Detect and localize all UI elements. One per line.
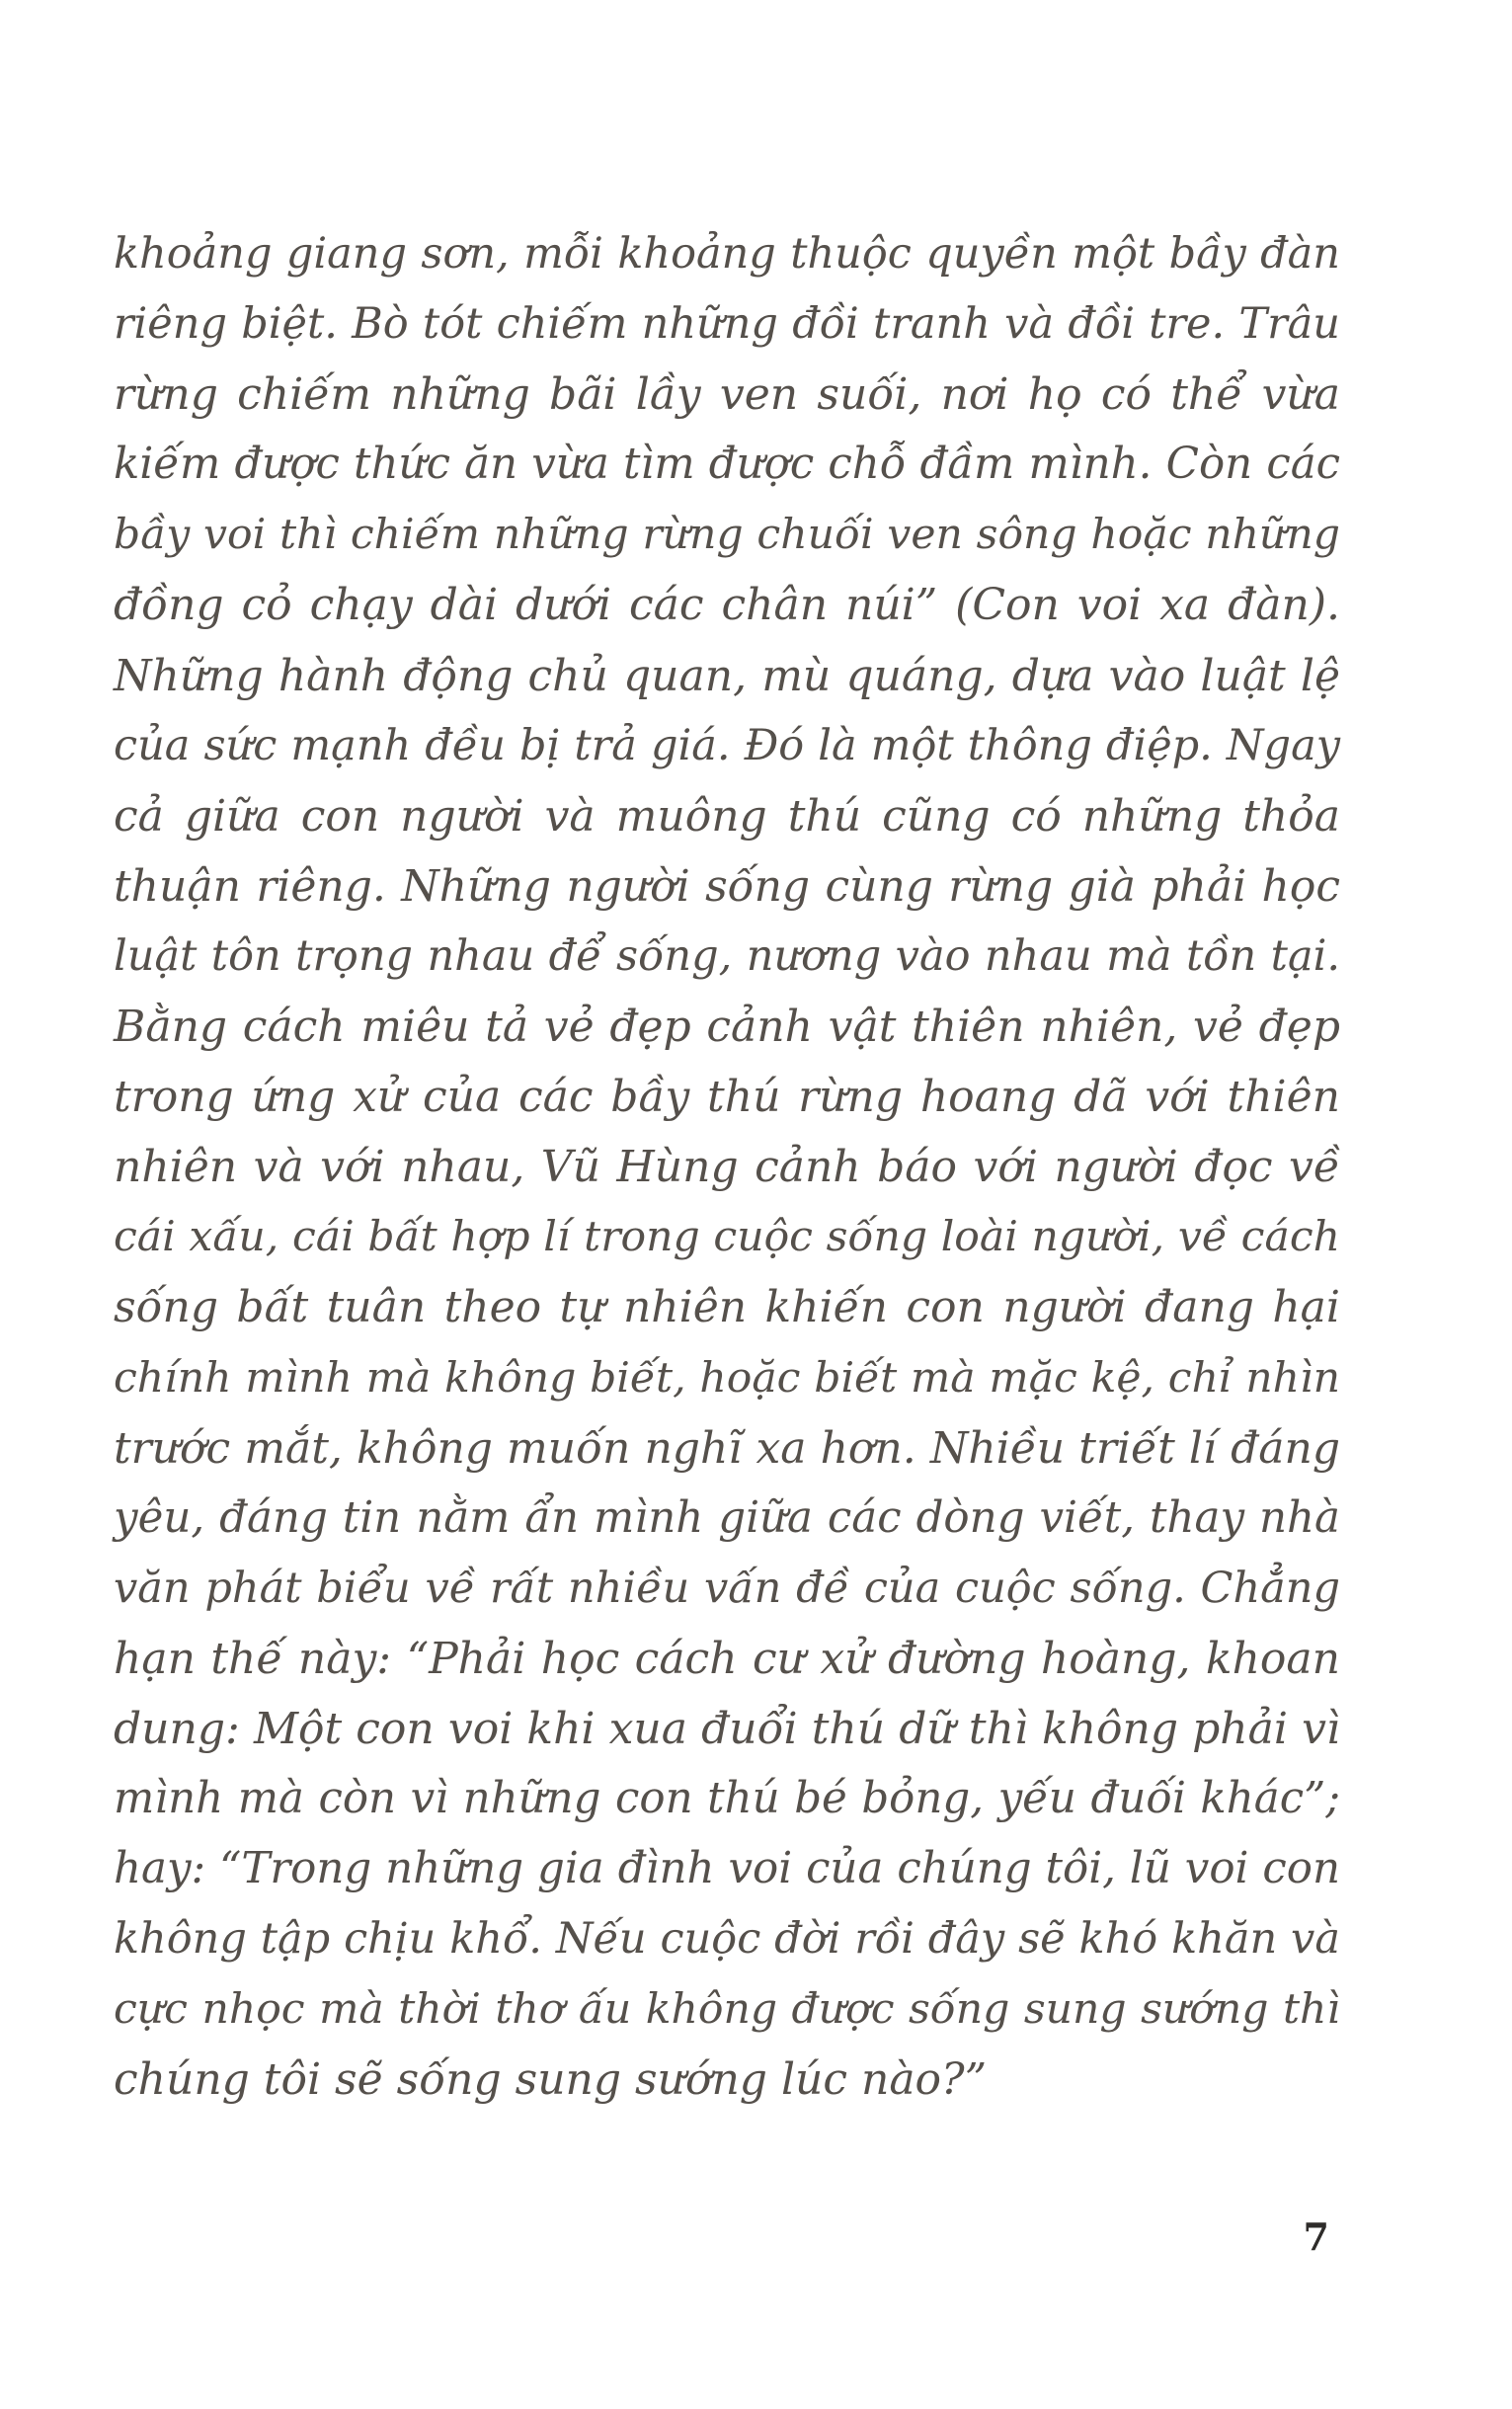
body-text bbox=[114, 219, 1340, 2116]
text-line-10: thuận riêng. Những người sống cùng rừng già phải học bbox=[114, 860, 1340, 912]
text-line-27: chúng tôi sẽ sống sung sướng lúc nào?” bbox=[114, 2054, 988, 2106]
text-line-8: của sức mạnh đều bị trả giá. Đó là một thông điệp. Ngay bbox=[114, 720, 1340, 770]
text-line-20: văn phát biểu về rất nhiều vấn đề của cuộc sống. Chẳng bbox=[114, 1563, 1340, 1613]
page-number: 7 bbox=[1303, 2214, 1329, 2259]
text-line-2: riêng biệt. Bò tót chiếm những đồi tranh và đồi tre. Trâu bbox=[114, 299, 1340, 350]
text-line-15: cái xấu, cái bất hợp lí trong cuộc sống loài người, về cách bbox=[114, 1213, 1340, 1262]
text-line-14: nhiên và với nhau, Vũ Hùng cảnh báo với người đọc về bbox=[114, 1142, 1340, 1193]
text-line-9: cả giữa con người và muông thú cũng có những thỏa bbox=[114, 790, 1340, 842]
text-line-17: chính mình mà không biết, hoặc biết mà mặc kệ, chỉ nhìn bbox=[114, 1353, 1340, 1403]
text-line-6: đồng cỏ chạy dài dưới các chân núi” (Con voi xa đàn). bbox=[114, 580, 1340, 631]
text-line-22: dung: Một con voi khi xua đuổi thú dữ thì không phải vì bbox=[114, 1703, 1340, 1754]
text-line-16: sống bất tuân theo tự nhiên khiến con người đang hại bbox=[114, 1282, 1340, 1333]
text-line-26: cực nhọc mà thời thơ ấu không được sống sung sướng thì bbox=[114, 1985, 1340, 2035]
text-line-7: Những hành động chủ quan, mù quáng, dựa vào luật lệ bbox=[114, 650, 1340, 701]
text-line-5: bầy voi thì chiếm những rừng chuối ven sông hoặc những bbox=[114, 511, 1340, 560]
text-line-23: mình mà còn vì những con thú bé bỏng, yếu đuối khác”; bbox=[114, 1774, 1340, 1824]
text-line-3: rừng chiếm những bãi lầy ven suối, nơi họ có thể vừa bbox=[114, 369, 1340, 421]
text-line-11: luật tôn trọng nhau để sống, nương vào nhau mà tồn tại. bbox=[114, 930, 1340, 981]
text-line-13: trong ứng xử của các bầy thú rừng hoang dã với thiên bbox=[114, 1072, 1340, 1123]
text-line-19: yêu, đáng tin nằm ẩn mình giữa các dòng viết, thay nhà bbox=[114, 1492, 1340, 1543]
text-line-18: trước mắt, không muốn nghĩ xa hơn. Nhiều triết lí đáng bbox=[114, 1422, 1340, 1474]
text-line-21: hạn thế này: “Phải học cách cư xử đường hoàng, khoan bbox=[114, 1633, 1340, 1684]
text-line-1: khoảng giang sơn, mỗi khoảng thuộc quyền một bầy đàn bbox=[114, 229, 1340, 279]
text-line-24: hay: “Trong những gia đình voi của chúng tôi, lũ voi con bbox=[114, 1844, 1340, 1894]
text-line-12: Bằng cách miêu tả vẻ đẹp cảnh vật thiên nhiên, vẻ đẹp bbox=[114, 1002, 1340, 1053]
text-line-25: không tập chịu khổ. Nếu cuộc đời rồi đây sẽ khó khăn và bbox=[114, 1914, 1340, 1965]
text-line-4: kiếm được thức ăn vừa tìm được chỗ đầm mình. Còn các bbox=[114, 440, 1340, 490]
